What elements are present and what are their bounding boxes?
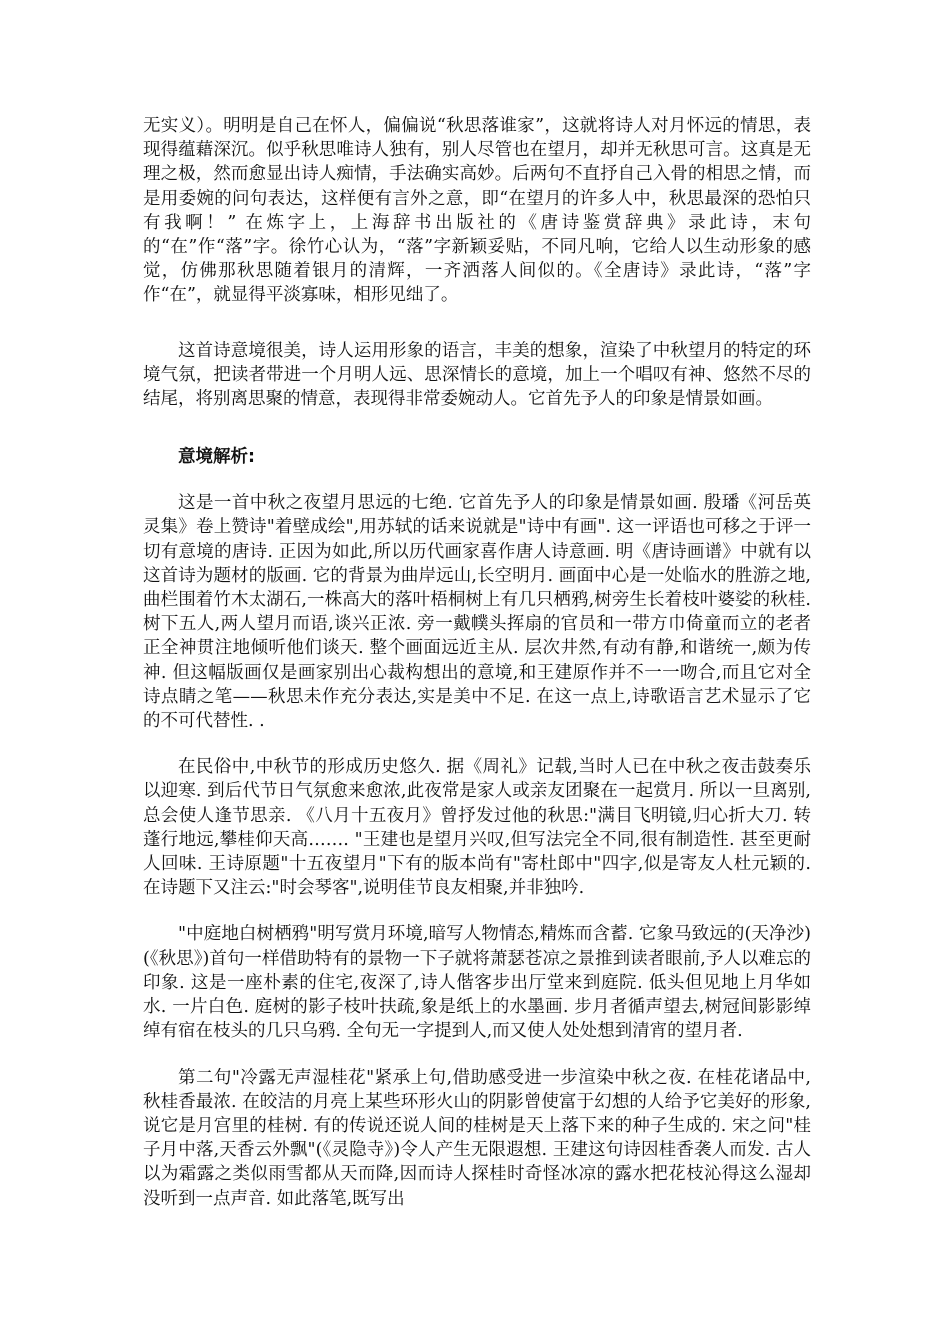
analysis-paragraph-1: 这是一首中秋之夜望月思远的七绝. 它首先予人的印象是情景如画. 殷璠《河岳英灵集》卷上赞诗"着壁成绘",用苏轼的话来说就是"诗中有画". 这一评语也可移之于评一切有意境的唐诗. 正因为如此,所以历代画家喜作唐人诗意画. 明《唐诗画谱》中就有以这首诗为题材的版画. 它的背景为曲岸远山,长空明月. 画面中心是一处临水的胜游之地,曲栏围着竹木太湖石,一株高大的落叶梧桐树上有几只栖鸦,树旁生长着枝叶婆娑的秋桂. 树下五人,两人望月而语,谈兴正浓. 旁一戴幞头挥扇的官员和一带方巾倚童而立的老者正全神贯注地倾听他们谈天. 整个画面远近主从. 层次井然,有动有静,和谐统一,颇为传神. 但这幅版画仅是画家别出心裁构想出的意境,和王建原作并不一一吻合,而且它对全诗点睛之笔——秋思未作充分表达,实是美中不足. 在这一点上,诗歌语言艺术显示了它的不可代替性. .	[143, 493, 811, 732]
section-heading: 意境解析:	[178, 447, 255, 468]
paragraph-summary: 这首诗意境很美，诗人运用形象的语言，丰美的想象，渲染了中秋望月的特定的环境气氛，把读者带进一个月明人远、思深情长的意境，加上一个唱叹有神、悠然不尽的结尾，将别离思聚的情意，表现得非常委婉动人。它首先予人的印象是情景如画。	[143, 340, 811, 410]
analysis-paragraph-4: 第二句"冷露无声湿桂花"紧承上句,借助感受进一步渲染中秋之夜. 在桂花诸品中,秋桂香最浓. 在皎洁的月亮上某些环形火山的阴影曾使富于幻想的人给予它美好的形象,说它是月宫里的桂树. 有的传说还说人间的桂树是天上落下来的种子生成的. 宋之问"桂子月中落,天香云外飘"(《灵隐寺》)令人产生无限遐想. 王建这句诗因桂香袭人而发. 古人以为霜露之类似雨雪都从天而降,因而诗人探桂时奇怪冰凉的露水把花枝沁得这么湿却没听到一点声音. 如此落笔,既写出	[143, 1067, 811, 1209]
analysis-paragraph-3: "中庭地白树栖鸦"明写赏月环境,暗写人物情态,精炼而含蓄. 它象马致远的(天净沙)(《秋思》)首句一样借助特有的景物一下子就将萧瑟苍凉之景推到读者眼前,予人以难忘的印象. 这是一座朴素的住宅,夜深了,诗人偕客步出厅堂来到庭院. 低头但见地上月华如水. 一片白色. 庭树的影子枝叶扶疏,象是纸上的水墨画. 步月者循声望去,树冠间影影绰绰有宿在枝头的几只乌鸦. 全句无一字提到人,而又使人处处想到清宵的望月者.	[143, 924, 811, 1042]
paragraph-intro-continuation: 无实义）。明明是自己在怀人，偏偏说“秋思落谁家”，这就将诗人对月怀远的情思，表现得蕴藉深沉。似乎秋思唯诗人独有，别人尽管也在望月，却并无秋思可言。这真是无理之极，然而愈显出诗人痴情，手法确实高妙。后两句不直抒自己入骨的相思之情，而是用委婉的问句表达，这样便有言外之意，即“在望月的许多人中，秋思最深的恐怕只有我啊！” 在炼字上，上海辞书出版社的《唐诗鉴赏辞典》录此诗，末句的“在”作“落”字。徐竹心认为，“落”字新颖妥贴，不同凡响，它给人以生动形象的感觉，仿佛那秋思随着银月的清辉，一齐洒落人间似的。《全唐诗》录此诗，“落”字作“在”，就显得平淡寡味，相形见绌了。	[143, 116, 811, 306]
document-body	[143, 114, 811, 1211]
analysis-paragraph-2: 在民俗中,中秋节的形成历史悠久. 据《周礼》记载,当时人已在中秋之夜击鼓奏乐以迎寒. 到后代节日气氛愈来愈浓,此夜常是家人或亲友团聚在一起赏月. 所以一旦离别,总会使人逢节思亲. 《八月十五夜月》曾抒发过他的秋思:"满目飞明镜,归心折大刀. 转蓬行地远,攀桂仰天高……. "王建也是望月兴叹,但写法完全不同,很有制造性. 甚至更耐人回味. 王诗原题"十五夜望月"下有的版本尚有"寄杜郎中"四字,似是寄友人杜元颖的. 在诗题下又注云:"时会琴客",说明佳节良友相聚,并非独吟.	[143, 757, 811, 899]
